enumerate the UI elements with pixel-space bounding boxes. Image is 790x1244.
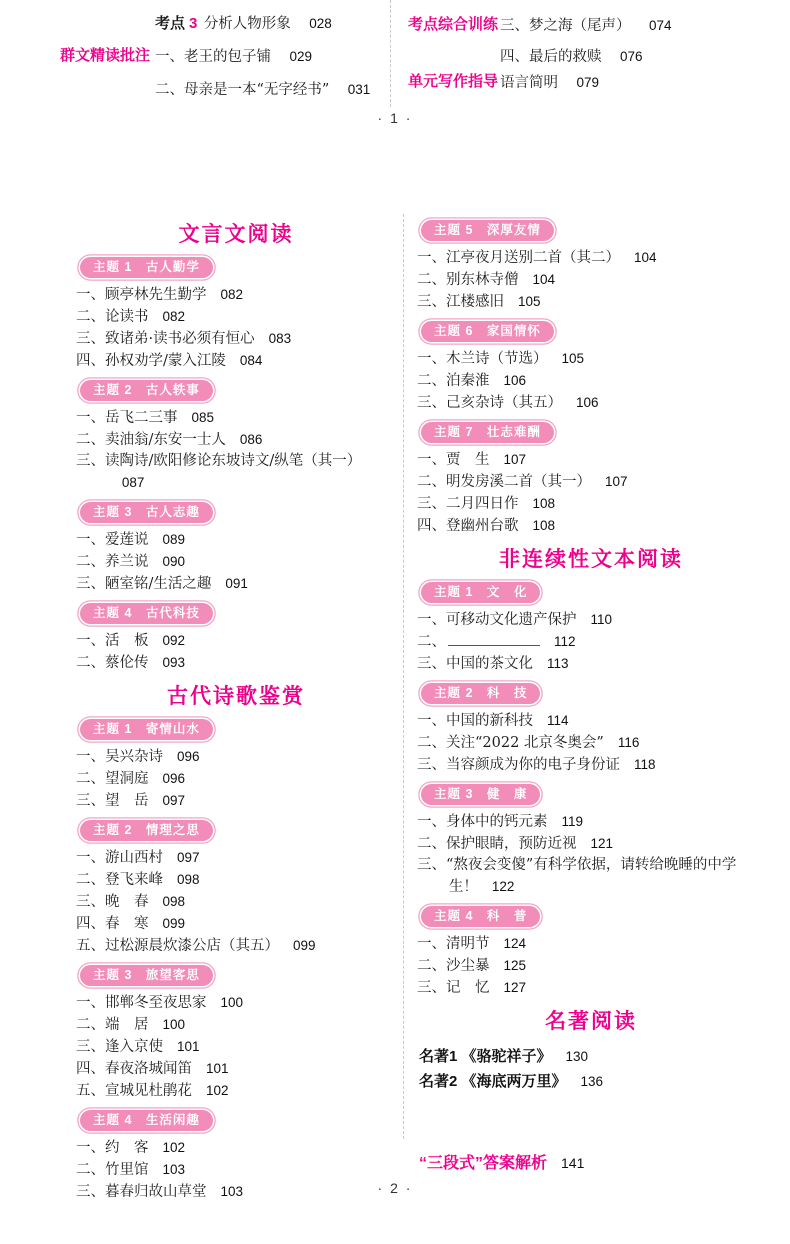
topic-badge: 主题 2 古人轶事 <box>80 380 213 401</box>
item-page: 074 <box>648 18 672 33</box>
toc-item <box>417 291 765 313</box>
topic-badge: 主题 1 文 化 <box>421 582 540 603</box>
topic-badge: 主题 2 科 技 <box>421 683 540 704</box>
item-page: 100 <box>162 1017 186 1032</box>
item-page: 090 <box>162 554 186 569</box>
item-page: 106 <box>503 373 527 388</box>
item-page: 107 <box>503 452 527 467</box>
toc-item <box>500 71 599 92</box>
item-page: 113 <box>547 656 569 671</box>
item-page: 114 <box>547 713 569 728</box>
toc-item <box>76 328 396 350</box>
toc-item <box>155 45 312 66</box>
answer-title: “三段式”答案解析 <box>419 1155 548 1172</box>
toc-item <box>76 1014 396 1036</box>
toc-item <box>76 913 396 935</box>
item-title: 三、逢入京使 <box>76 1039 163 1055</box>
item-page: 098 <box>177 872 200 887</box>
item-page: 099 <box>293 938 316 953</box>
item-title: 二、卖油翁/东安一士人 <box>76 432 226 448</box>
item-title: 三、己亥杂诗（其五） <box>417 395 562 411</box>
toc-item <box>417 833 765 855</box>
toc-item <box>417 754 765 776</box>
item-page: 103 <box>220 1184 244 1199</box>
toc-item <box>76 652 396 674</box>
item-title: 语言简明 <box>500 75 558 91</box>
item-page: 031 <box>347 82 371 97</box>
toc-item <box>417 392 765 414</box>
item-page: 112 <box>554 634 576 649</box>
toc-item <box>500 45 642 66</box>
item-title: 一、岳飞二三事 <box>76 410 178 426</box>
toc-item <box>76 451 396 494</box>
kaodian-prefix: 考点 <box>155 15 186 32</box>
item-title: 二、泊秦淮 <box>417 373 490 389</box>
toc-item <box>417 609 765 631</box>
item-title: 一、可移动文化遗产保护 <box>417 612 577 628</box>
toc-item <box>417 732 765 754</box>
item-page: 076 <box>619 49 643 64</box>
item-page: 130 <box>565 1049 589 1064</box>
section-heading: 名著阅读 <box>545 1010 637 1033</box>
item-title: 四、春夜洛城闻笛 <box>76 1061 192 1077</box>
toc-item <box>417 631 765 653</box>
topic-badge-row <box>421 422 765 443</box>
item-title: 一、老王的包子铺 <box>155 49 271 65</box>
item-title: 一、吴兴杂诗 <box>76 749 163 765</box>
item-title: 五、宣城见杜鹃花 <box>76 1083 192 1099</box>
item-title: 二、论读书 <box>76 309 149 325</box>
item-page: 119 <box>561 814 584 829</box>
item-page: 082 <box>220 287 244 302</box>
toc-item <box>500 14 671 35</box>
item-page: 106 <box>576 395 599 410</box>
toc-item <box>76 768 396 790</box>
famous-work-item <box>419 1044 765 1069</box>
item-page: 079 <box>576 75 599 90</box>
toc-item <box>417 855 765 898</box>
topic-badge-row <box>421 582 765 603</box>
kaodian-title: 分析人物形象 <box>203 16 291 32</box>
item-title: 一、约 客 <box>76 1140 149 1156</box>
item-title: 四、孙权劝学/蒙入江陵 <box>76 353 226 369</box>
section-heading: 文言文阅读 <box>178 223 294 246</box>
item-page: 104 <box>532 272 556 287</box>
toc-item <box>76 1080 396 1102</box>
toc-item <box>76 573 396 595</box>
item-page: 084 <box>239 353 263 368</box>
item-title: 三、读陶诗/欧阳修论东坡诗文/纵笔（其一） <box>76 453 362 469</box>
item-page: 085 <box>191 410 215 425</box>
item-title: 四、登幽州台歌 <box>417 518 519 534</box>
item-page: 101 <box>206 1061 229 1076</box>
item-title: 二、登飞来峰 <box>76 872 163 888</box>
topic-badge: 主题 4 生活闲趣 <box>80 1110 213 1131</box>
topic-badge-row <box>80 719 396 740</box>
item-title: 一、木兰诗（节选） <box>417 351 548 367</box>
item-page: 118 <box>634 757 656 772</box>
toc-item <box>76 891 396 913</box>
item-title: 二、关注“2022 北京冬奥会” <box>417 735 604 751</box>
answer-analysis-entry <box>419 1150 765 1173</box>
item-title: 三、当容颜成为你的电子身份证 <box>417 757 620 773</box>
item-title: 二、蔡伦传 <box>76 655 149 671</box>
item-title: 三、陋室铭/生活之趣 <box>76 576 212 592</box>
topic-badge: 主题 4 古代科技 <box>80 603 213 624</box>
toc-right-column <box>417 212 765 1173</box>
item-title: 三、致诸弟·读书必须有恒心 <box>76 331 255 347</box>
item-title: 四、最后的救赎 <box>500 49 602 65</box>
item-title: 二、母亲是一本“无字经书” <box>155 82 330 98</box>
item-page: 127 <box>503 980 527 995</box>
item-page: 116 <box>617 735 640 750</box>
item-title: 一、游山西村 <box>76 850 163 866</box>
item-page: 091 <box>225 576 248 591</box>
toc-item <box>417 933 765 955</box>
section-heading: 非连续性文本阅读 <box>499 548 683 571</box>
item-page: 098 <box>162 894 186 909</box>
item-page: 082 <box>162 309 186 324</box>
toc-item <box>76 551 396 573</box>
item-page: 103 <box>162 1162 186 1177</box>
toc-item <box>417 449 765 471</box>
item-title: 三、记 忆 <box>417 980 490 996</box>
item-title: 一、贾 生 <box>417 452 490 468</box>
work-title: 《海底两万里》 <box>461 1073 567 1090</box>
item-page: 096 <box>177 749 200 764</box>
item-title: 五、过松源晨炊漆公店（其五） <box>76 938 279 954</box>
topic-badge: 主题 3 健 康 <box>421 784 540 805</box>
topic-badge-row <box>421 220 765 241</box>
label-danyuan-xiezuo-zhidao: 单元写作指导 <box>408 73 499 90</box>
item-title: 二、端 居 <box>76 1017 149 1033</box>
kaodian-number: 3 <box>189 15 198 32</box>
item-page: 102 <box>206 1083 229 1098</box>
topic-badge-row <box>421 321 765 342</box>
item-title: 三、二月四日作 <box>417 496 519 512</box>
item-title: 一、邯郸冬至夜思家 <box>76 995 207 1011</box>
item-page: 102 <box>162 1140 186 1155</box>
item-title: 二、望洞庭 <box>76 771 149 787</box>
toc-item <box>76 407 396 429</box>
toc-item <box>417 370 765 392</box>
item-title: 二、竹里馆 <box>76 1162 149 1178</box>
label-kaodian-zonghe-xunlian: 考点综合训练 <box>408 16 499 33</box>
item-title: 三、“熬夜会变傻”有科学依据，请转给晚睡的中学生！ <box>417 857 737 895</box>
topic-badge-row <box>421 784 765 805</box>
toc-item <box>76 630 396 652</box>
toc-item <box>76 1159 396 1181</box>
toc-item <box>417 348 765 370</box>
item-title: 一、江亭夜月送别二首（其二） <box>417 250 620 266</box>
toc-item <box>76 350 396 372</box>
toc-left-column <box>76 212 396 1203</box>
item-page: 110 <box>590 612 613 627</box>
topic-badge-row <box>80 1110 396 1131</box>
item-title: 三、梦之海（尾声） <box>500 18 631 34</box>
item-title: 三、晚 春 <box>76 894 149 910</box>
work-label: 名著2 <box>419 1073 462 1090</box>
column-divider-main <box>403 214 404 1139</box>
item-page: 105 <box>518 294 541 309</box>
item-page: 121 <box>590 836 614 851</box>
item-page: 097 <box>162 793 186 808</box>
topic-badge-row <box>421 683 765 704</box>
item-title: 三、暮春归故山草堂 <box>76 1184 207 1200</box>
toc-item <box>76 935 396 957</box>
item-page: 099 <box>162 916 186 931</box>
toc-item <box>417 493 765 515</box>
kaodian-row <box>155 12 332 33</box>
item-title: 三、江楼感旧 <box>417 294 504 310</box>
item-page: 141 <box>561 1155 585 1171</box>
item-page: 136 <box>580 1074 604 1089</box>
item-page: 086 <box>239 432 263 447</box>
item-page: 029 <box>289 49 312 64</box>
item-page: 096 <box>162 771 186 786</box>
toc-item <box>417 269 765 291</box>
item-page: 125 <box>503 958 527 973</box>
topic-badge: 主题 2 情理之思 <box>80 820 213 841</box>
item-page: 100 <box>220 995 244 1010</box>
toc-item <box>417 977 765 999</box>
item-title: 一、清明节 <box>417 936 490 952</box>
toc-item <box>417 955 765 977</box>
toc-item <box>76 306 396 328</box>
item-title: 二、 <box>417 634 446 650</box>
item-page: 093 <box>162 655 186 670</box>
toc-item <box>417 515 765 537</box>
item-title: 二、养兰说 <box>76 554 149 570</box>
item-page: 107 <box>605 474 628 489</box>
topic-badge-row <box>80 502 396 523</box>
page-number-2: · 2 · <box>377 1180 413 1196</box>
item-page: 083 <box>268 331 292 346</box>
topic-badge-row <box>80 603 396 624</box>
item-page: 092 <box>162 633 186 648</box>
topic-badge: 主题 1 古人勤学 <box>80 257 213 278</box>
topic-badge: 主题 5 深厚友情 <box>421 220 554 241</box>
page-number-1: · 1 · <box>377 110 413 126</box>
toc-item <box>76 1137 396 1159</box>
work-label: 名著1 <box>419 1048 462 1065</box>
item-title: 三、中国的茶文化 <box>417 656 533 672</box>
label-qunwen-jingdu-pizhu: 群文精读批注 <box>60 47 151 64</box>
item-page: 124 <box>503 936 527 951</box>
item-title: 二、别东林寺僧 <box>417 272 519 288</box>
item-page: 122 <box>491 879 515 894</box>
section-heading: 古代诗歌鉴赏 <box>167 685 305 708</box>
work-title: 《骆驼祥子》 <box>461 1048 552 1065</box>
toc-item <box>76 869 396 891</box>
toc-item <box>76 790 396 812</box>
item-page: 101 <box>177 1039 200 1054</box>
topic-badge-row <box>80 965 396 986</box>
blank-underline <box>448 645 540 646</box>
item-page: 089 <box>162 532 186 547</box>
item-title: 四、春 寒 <box>76 916 149 932</box>
item-title: 二、沙尘暴 <box>417 958 490 974</box>
item-title: 二、明发房溪二首（其一） <box>417 474 591 490</box>
topic-badge: 主题 7 壮志难酬 <box>421 422 554 443</box>
item-page: 104 <box>634 250 657 265</box>
toc-item <box>76 529 396 551</box>
item-page: 105 <box>561 351 585 366</box>
topic-badge: 主题 3 古人志趣 <box>80 502 213 523</box>
toc-item <box>417 710 765 732</box>
toc-item <box>76 1036 396 1058</box>
topic-badge: 主题 1 寄情山水 <box>80 719 213 740</box>
toc-item <box>417 653 765 675</box>
item-title: 一、活 板 <box>76 633 149 649</box>
item-title: 一、中国的新科技 <box>417 713 533 729</box>
item-page: 108 <box>532 518 556 533</box>
toc-item <box>76 284 396 306</box>
toc-item <box>76 429 396 451</box>
topic-badge: 主题 3 旅望客思 <box>80 965 213 986</box>
famous-work-item <box>419 1069 765 1094</box>
item-title: 一、顾亭林先生勤学 <box>76 287 207 303</box>
toc-item <box>76 1058 396 1080</box>
toc-item <box>417 471 765 493</box>
topic-badge: 主题 4 科 普 <box>421 906 540 927</box>
item-page: 097 <box>177 850 200 865</box>
toc-item <box>76 992 396 1014</box>
topic-badge-row <box>80 257 396 278</box>
item-title: 三、望 岳 <box>76 793 149 809</box>
item-page: 087 <box>121 475 145 490</box>
item-title: 一、爱莲说 <box>76 532 149 548</box>
kaodian-page: 028 <box>309 16 332 31</box>
toc-item <box>76 746 396 768</box>
item-page: 108 <box>532 496 556 511</box>
topic-badge-row <box>80 380 396 401</box>
topic-badge-row <box>80 820 396 841</box>
toc-item <box>417 811 765 833</box>
toc-item <box>417 247 765 269</box>
item-title: 二、保护眼睛，预防近视 <box>417 836 577 852</box>
topic-badge: 主题 6 家国情怀 <box>421 321 554 342</box>
item-title: 一、身体中的钙元素 <box>417 814 548 830</box>
toc-item <box>155 78 370 99</box>
topic-badge-row <box>421 906 765 927</box>
toc-item <box>76 847 396 869</box>
